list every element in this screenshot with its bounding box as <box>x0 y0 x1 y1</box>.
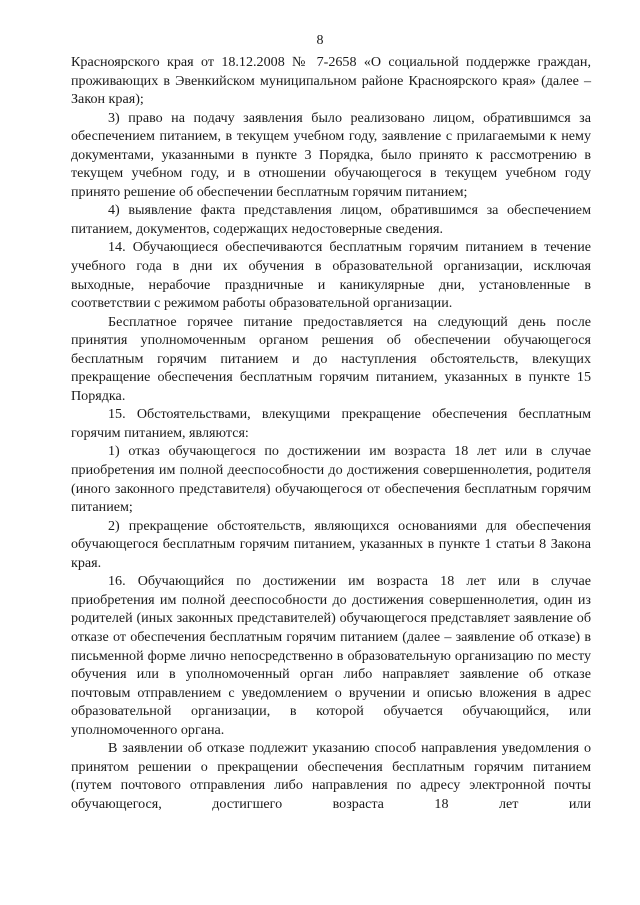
paragraph-clause-14: 14. Обучающиеся обеспечиваются бесплатным горячим питанием в течение учебного года в дни их обучения в образовательной организации, исключая выходные, нерабочие праздничные и каникулярные дни, установленные в соответствии с режимом работы образовательной организации. <box>71 239 591 312</box>
document-body <box>71 53 591 813</box>
paragraph-clause-15-item-2: 2) прекращение обстоятельств, являющихся основаниями для обеспечения обучающегося бесплатным горячим питанием, указанных в пункте 1 статьи 8 Закона края. <box>71 517 591 571</box>
paragraph-clause-16: 16. Обучающийся по достижении им возраста 18 лет или в случае приобретения им полной дееспособности до достижения совершеннолетия, один из родителей (иных законных представителей) обучающегося представляет заявление об отказе от обеспечения бесплатным горячим питанием (далее – заявление об отказе) в письменной форме лично непосредственно в образовательную организацию по месту обучения или в уполномоченный орган либо направляет заявление об отказе почтовым отправлением с уведомлением о вручении и описью вложения в адрес образовательной организации, в которой обучается обучающийся, или уполномоченного органа. <box>71 573 591 738</box>
paragraph-item-4: 4) выявление факта представления лицом, обратившимся за обеспечением питанием, документов, содержащих недостоверные сведения. <box>71 202 591 237</box>
paragraph-clause-15: 15. Обстоятельствами, влекущими прекращение обеспечения бесплатным горячим питанием, являются: <box>71 406 591 441</box>
paragraph-clause-14-cont: Бесплатное горячее питание предоставляется на следующий день после принятия уполномоченным органом решения об обеспечении обучающегося бесплатным горячим питанием и до наступления обстоятельств, влекущих прекращение обеспечения бесплатным горячим питанием, указанных в пункте 15 Порядка. <box>71 313 591 404</box>
paragraph-clause-16-cont: В заявлении об отказе подлежит указанию способ направления уведомления о принятом решении о прекращении обеспечения бесплатным горячим питанием (путем почтового отправления либо направления по адресу электронной почты обучающегося, достигшего возраста 18 лет или <box>71 740 591 812</box>
paragraph-clause-15-item-1: 1) отказ обучающегося по достижении им возраста 18 лет или в случае приобретения им полной дееспособности до достижения совершеннолетия, родителя (иного законного представителя) обучающегося от обеспечения бесплатным горячим питанием; <box>71 443 591 516</box>
paragraph-continuation: Красноярского края от 18.12.2008 № 7-2658 «О социальной поддержке граждан, проживающих в Эвенкийском муниципальном районе Красноярского края» (далее – Закон края); <box>71 54 591 108</box>
paragraph-item-3: 3) право на подачу заявления было реализовано лицом, обратившимся за обеспечением питанием, в текущем учебном году, заявление с прилагаемыми к нему документами, указанными в пункте 3 Порядка, было принято к рассмотрению в текущем учебном году, и в отношении обучающегося в текущем учебном году принято решение об обеспечении бесплатным горячим питанием; <box>71 109 591 200</box>
page-number: 8 <box>316 33 324 48</box>
